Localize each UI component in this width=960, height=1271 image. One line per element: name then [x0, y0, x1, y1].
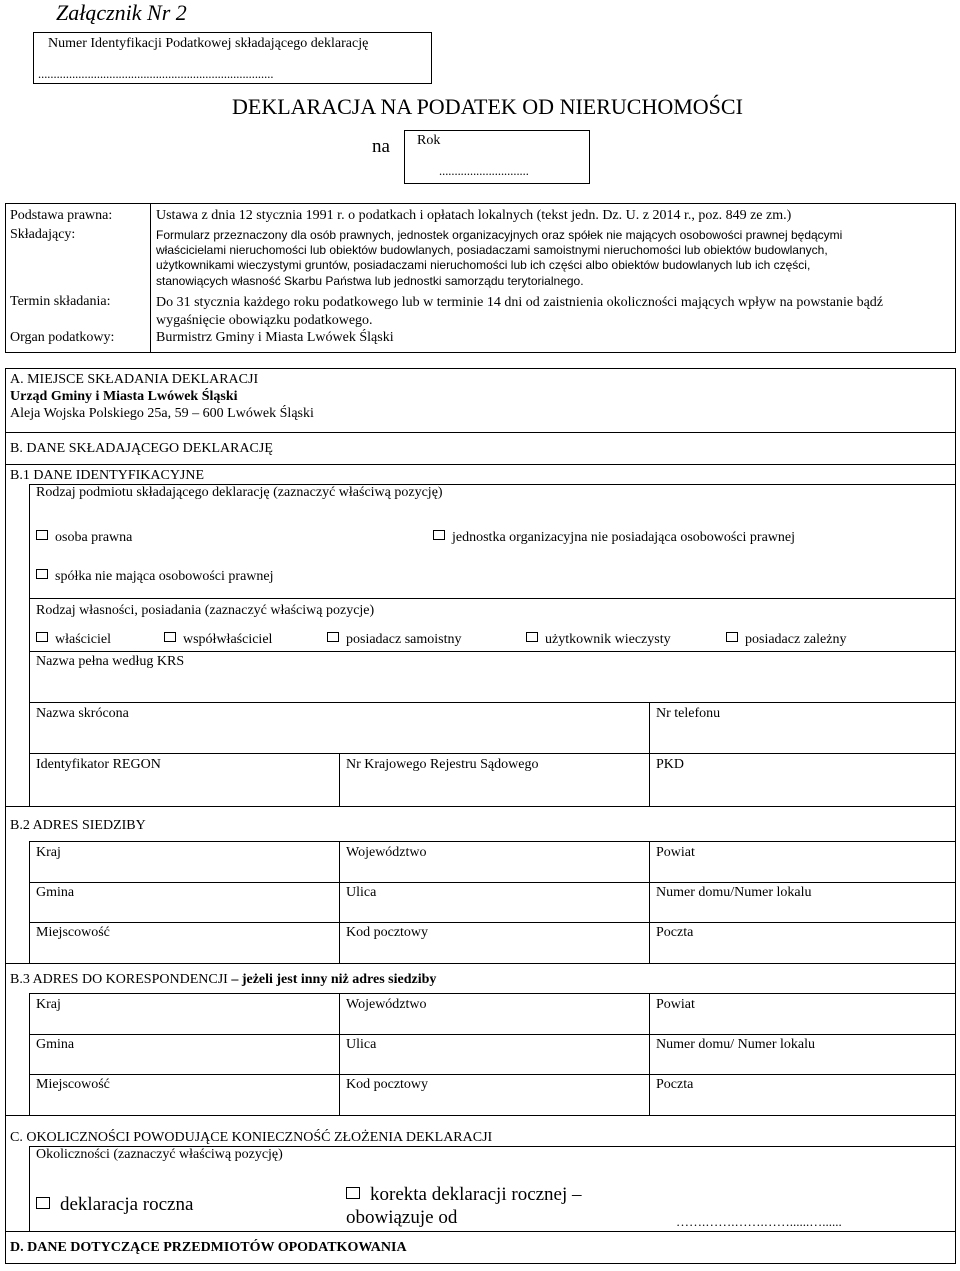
section-a-title: A. MIEJSCE SKŁADANIA DEKLARACJI [10, 372, 259, 387]
divider [5, 464, 956, 465]
option-uzytkownik-wieczysty[interactable] [526, 632, 671, 648]
cell-divider [649, 841, 650, 963]
na-label: na [372, 136, 390, 157]
cell-divider [339, 993, 340, 1115]
field-nr-telefonu[interactable]: Nr telefonu [656, 706, 721, 721]
termin-label: Termin składania: [10, 294, 111, 309]
option-label: osoba prawna [55, 530, 133, 545]
field-miejscowosc[interactable]: Miejscowość [36, 925, 110, 940]
korekta-date-dots[interactable]: …….…….…….……......…...... [676, 1214, 842, 1229]
cell-divider [649, 993, 650, 1115]
organ-value: Burmistrz Gminy i Miasta Lwówek Śląski [156, 330, 394, 345]
option-label: posiadacz zależny [745, 632, 847, 647]
divider [5, 1115, 956, 1116]
section-b2-title: B.2 ADRES SIEDZIBY [10, 818, 146, 833]
option-label: korekta deklaracji rocznej – [370, 1184, 582, 1205]
indent-line [29, 841, 30, 963]
field-ulica[interactable]: Ulica [346, 885, 377, 900]
field-poczta-koresp[interactable]: Poczta [656, 1077, 694, 1092]
skladajacy-value [156, 228, 842, 289]
divider [29, 1034, 956, 1035]
termin-line: Do 31 stycznia każdego roku podatkowego lub w terminie 14 dni od zaistnienia okoliczności mających wpływ na powstanie bądź [156, 295, 884, 310]
nip-box[interactable] [33, 32, 432, 84]
checkbox-icon[interactable] [346, 1187, 360, 1199]
divider [29, 1074, 956, 1075]
section-d-title: D. DANE DOTYCZĄCE PRZEDMIOTÓW OPODATKOWANIA [10, 1240, 407, 1255]
checkbox-icon[interactable] [327, 632, 339, 642]
indent-line [29, 993, 30, 1115]
indent-line [29, 484, 30, 806]
field-powiat-koresp[interactable]: Powiat [656, 997, 695, 1012]
nip-label: Numer Identyfikacji Podatkowej składającego deklarację [48, 36, 369, 51]
cell-divider [339, 753, 340, 806]
year-dots: ............................. [439, 164, 529, 178]
option-wlasciciel[interactable] [36, 632, 111, 648]
checkbox-icon[interactable] [526, 632, 538, 642]
option-label: deklaracja roczna [60, 1194, 194, 1215]
nip-dots: ............................................................................ [38, 67, 274, 81]
option-osoba-prawna[interactable] [36, 530, 132, 546]
divider [5, 806, 956, 807]
field-miejscowosc-koresp[interactable]: Miejscowość [36, 1077, 110, 1092]
checkbox-icon[interactable] [433, 530, 445, 540]
section-b3-title-main: B.3 ADRES DO KORESPONDENCJI [10, 972, 228, 987]
year-label: Rok [417, 133, 441, 148]
field-kraj[interactable]: Kraj [36, 845, 61, 860]
option-jednostka[interactable] [433, 530, 795, 546]
field-gmina-koresp[interactable]: Gmina [36, 1037, 75, 1052]
option-deklaracja-roczna[interactable] [36, 1194, 193, 1216]
checkbox-icon[interactable] [36, 632, 48, 642]
divider [29, 598, 956, 599]
indent-line [29, 1146, 30, 1231]
termin-value [156, 294, 883, 329]
option-posiadacz-zalezny[interactable] [726, 632, 846, 648]
legal-divider [150, 203, 151, 353]
rodzaj-podmiotu-label: Rodzaj podmiotu składającego deklarację (zaznaczyć właściwą pozycję) [36, 485, 443, 500]
field-kraj-koresp[interactable]: Kraj [36, 997, 61, 1012]
section-c-title: C. OKOLICZNOŚCI POWODUJĄCE KONIECZNOŚĆ ZŁOŻENIA DEKLARACJI [10, 1130, 493, 1145]
option-label: właściciel [55, 632, 111, 647]
termin-line: wygaśnięcie obowiązku podatkowego. [156, 312, 373, 328]
field-krs[interactable]: Nr Krajowego Rejestru Sądowego [346, 757, 539, 772]
cell-divider [649, 753, 650, 806]
divider [5, 1231, 956, 1232]
section-b1-title: B.1 DANE IDENTYFIKACYJNE [10, 468, 205, 483]
divider [5, 432, 956, 433]
page-title: DEKLARACJA NA PODATEK OD NIERUCHOMOŚCI [232, 94, 743, 119]
skladajacy-line: Formularz przeznaczony dla osób prawnych, jednostek organizacyjnych oraz spółek nie mających osobowości prawnej będącymi [156, 228, 843, 242]
checkbox-icon[interactable] [36, 530, 48, 540]
field-kod-pocztowy-koresp[interactable]: Kod pocztowy [346, 1077, 429, 1092]
field-pkd[interactable]: PKD [656, 757, 685, 772]
checkbox-icon[interactable] [726, 632, 738, 642]
field-numer[interactable]: Numer domu/Numer lokalu [656, 885, 812, 900]
organ-label: Organ podatkowy: [10, 330, 115, 345]
field-wojewodztwo[interactable]: Województwo [346, 845, 427, 860]
checkbox-icon[interactable] [36, 1197, 50, 1209]
option-label: jednostka organizacyjna nie posiadająca osobowości prawnej [452, 530, 796, 545]
skladajacy-line: stanowiących własność Skarbu Państwa lub jednostki samorządu terytorialnego. [156, 273, 584, 288]
option-label: współwłaściciel [183, 632, 273, 647]
annex-label: Załącznik Nr 2 [56, 0, 187, 25]
field-kod-pocztowy[interactable]: Kod pocztowy [346, 925, 429, 940]
skladajacy-label: Składający: [10, 227, 76, 242]
option-wspolwlasciciel[interactable] [164, 632, 272, 648]
option-label: użytkownik wieczysty [545, 632, 671, 647]
divider [29, 882, 956, 883]
cell-divider [339, 841, 340, 963]
podstawa-label: Podstawa prawna: [10, 208, 113, 223]
option-posiadacz-samoistny[interactable] [327, 632, 461, 648]
option-label: spółka nie mająca osobowości prawnej [55, 569, 274, 584]
divider [5, 963, 956, 964]
okolicznosci-label: Okoliczności (zaznaczyć właściwą pozycję) [36, 1147, 283, 1162]
year-box[interactable] [404, 130, 590, 184]
field-numer-koresp[interactable]: Numer domu/ Numer lokalu [656, 1037, 816, 1052]
field-regon[interactable]: Identyfikator REGON [36, 757, 161, 772]
section-b-title: B. DANE SKŁADAJĄCEGO DEKLARACJĘ [10, 441, 273, 456]
section-a-line2: Aleja Wojska Polskiego 25a, 59 – 600 Lwówek Śląski [10, 406, 314, 421]
rodzaj-wlasnosci-label: Rodzaj własności, posiadania (zaznaczyć właściwą pozycje) [36, 603, 375, 618]
option-korekta[interactable] [346, 1183, 582, 1229]
field-ulica-koresp[interactable]: Ulica [346, 1037, 377, 1052]
option-label: posiadacz samoistny [346, 632, 462, 647]
field-nazwa-pelna[interactable]: Nazwa pełna według KRS [36, 654, 185, 669]
divider [29, 753, 956, 754]
field-poczta[interactable]: Poczta [656, 925, 694, 940]
section-b3-title [10, 972, 436, 988]
section-b3-title-note: – jeżeli jest inny niż adres siedziby [227, 972, 437, 987]
divider [29, 651, 956, 652]
divider [29, 841, 956, 842]
divider [29, 922, 956, 923]
skladajacy-line: właścicielami nieruchomości lub obiektów budowlanych, posiadaczami samoistnymi nieruchomości lub obiektów budowlanych, [156, 243, 828, 258]
field-gmina[interactable]: Gmina [36, 885, 75, 900]
field-wojewodztwo-koresp[interactable]: Województwo [346, 997, 427, 1012]
field-powiat[interactable]: Powiat [656, 845, 695, 860]
field-nazwa-skrocona[interactable]: Nazwa skrócona [36, 706, 129, 721]
option-label-2: obowiązuje od [346, 1207, 458, 1228]
checkbox-icon[interactable] [164, 632, 176, 642]
podstawa-value: Ustawa z dnia 12 stycznia 1991 r. o podatkach i opłatach lokalnych (tekst jedn. Dz. U. z 2014 r., poz. 849 ze zm.) [156, 208, 792, 223]
checkbox-icon[interactable] [36, 569, 48, 579]
section-a-line1: Urząd Gminy i Miasta Lwówek Śląski [10, 389, 238, 404]
skladajacy-line: użytkownikami wieczystymi gruntów, posiadaczami nieruchomości lub ich części albo obiektów budowlanych lub ich części, [156, 258, 811, 273]
option-spolka[interactable] [36, 569, 274, 585]
divider [29, 993, 956, 994]
divider [29, 702, 956, 703]
cell-divider [649, 702, 650, 753]
